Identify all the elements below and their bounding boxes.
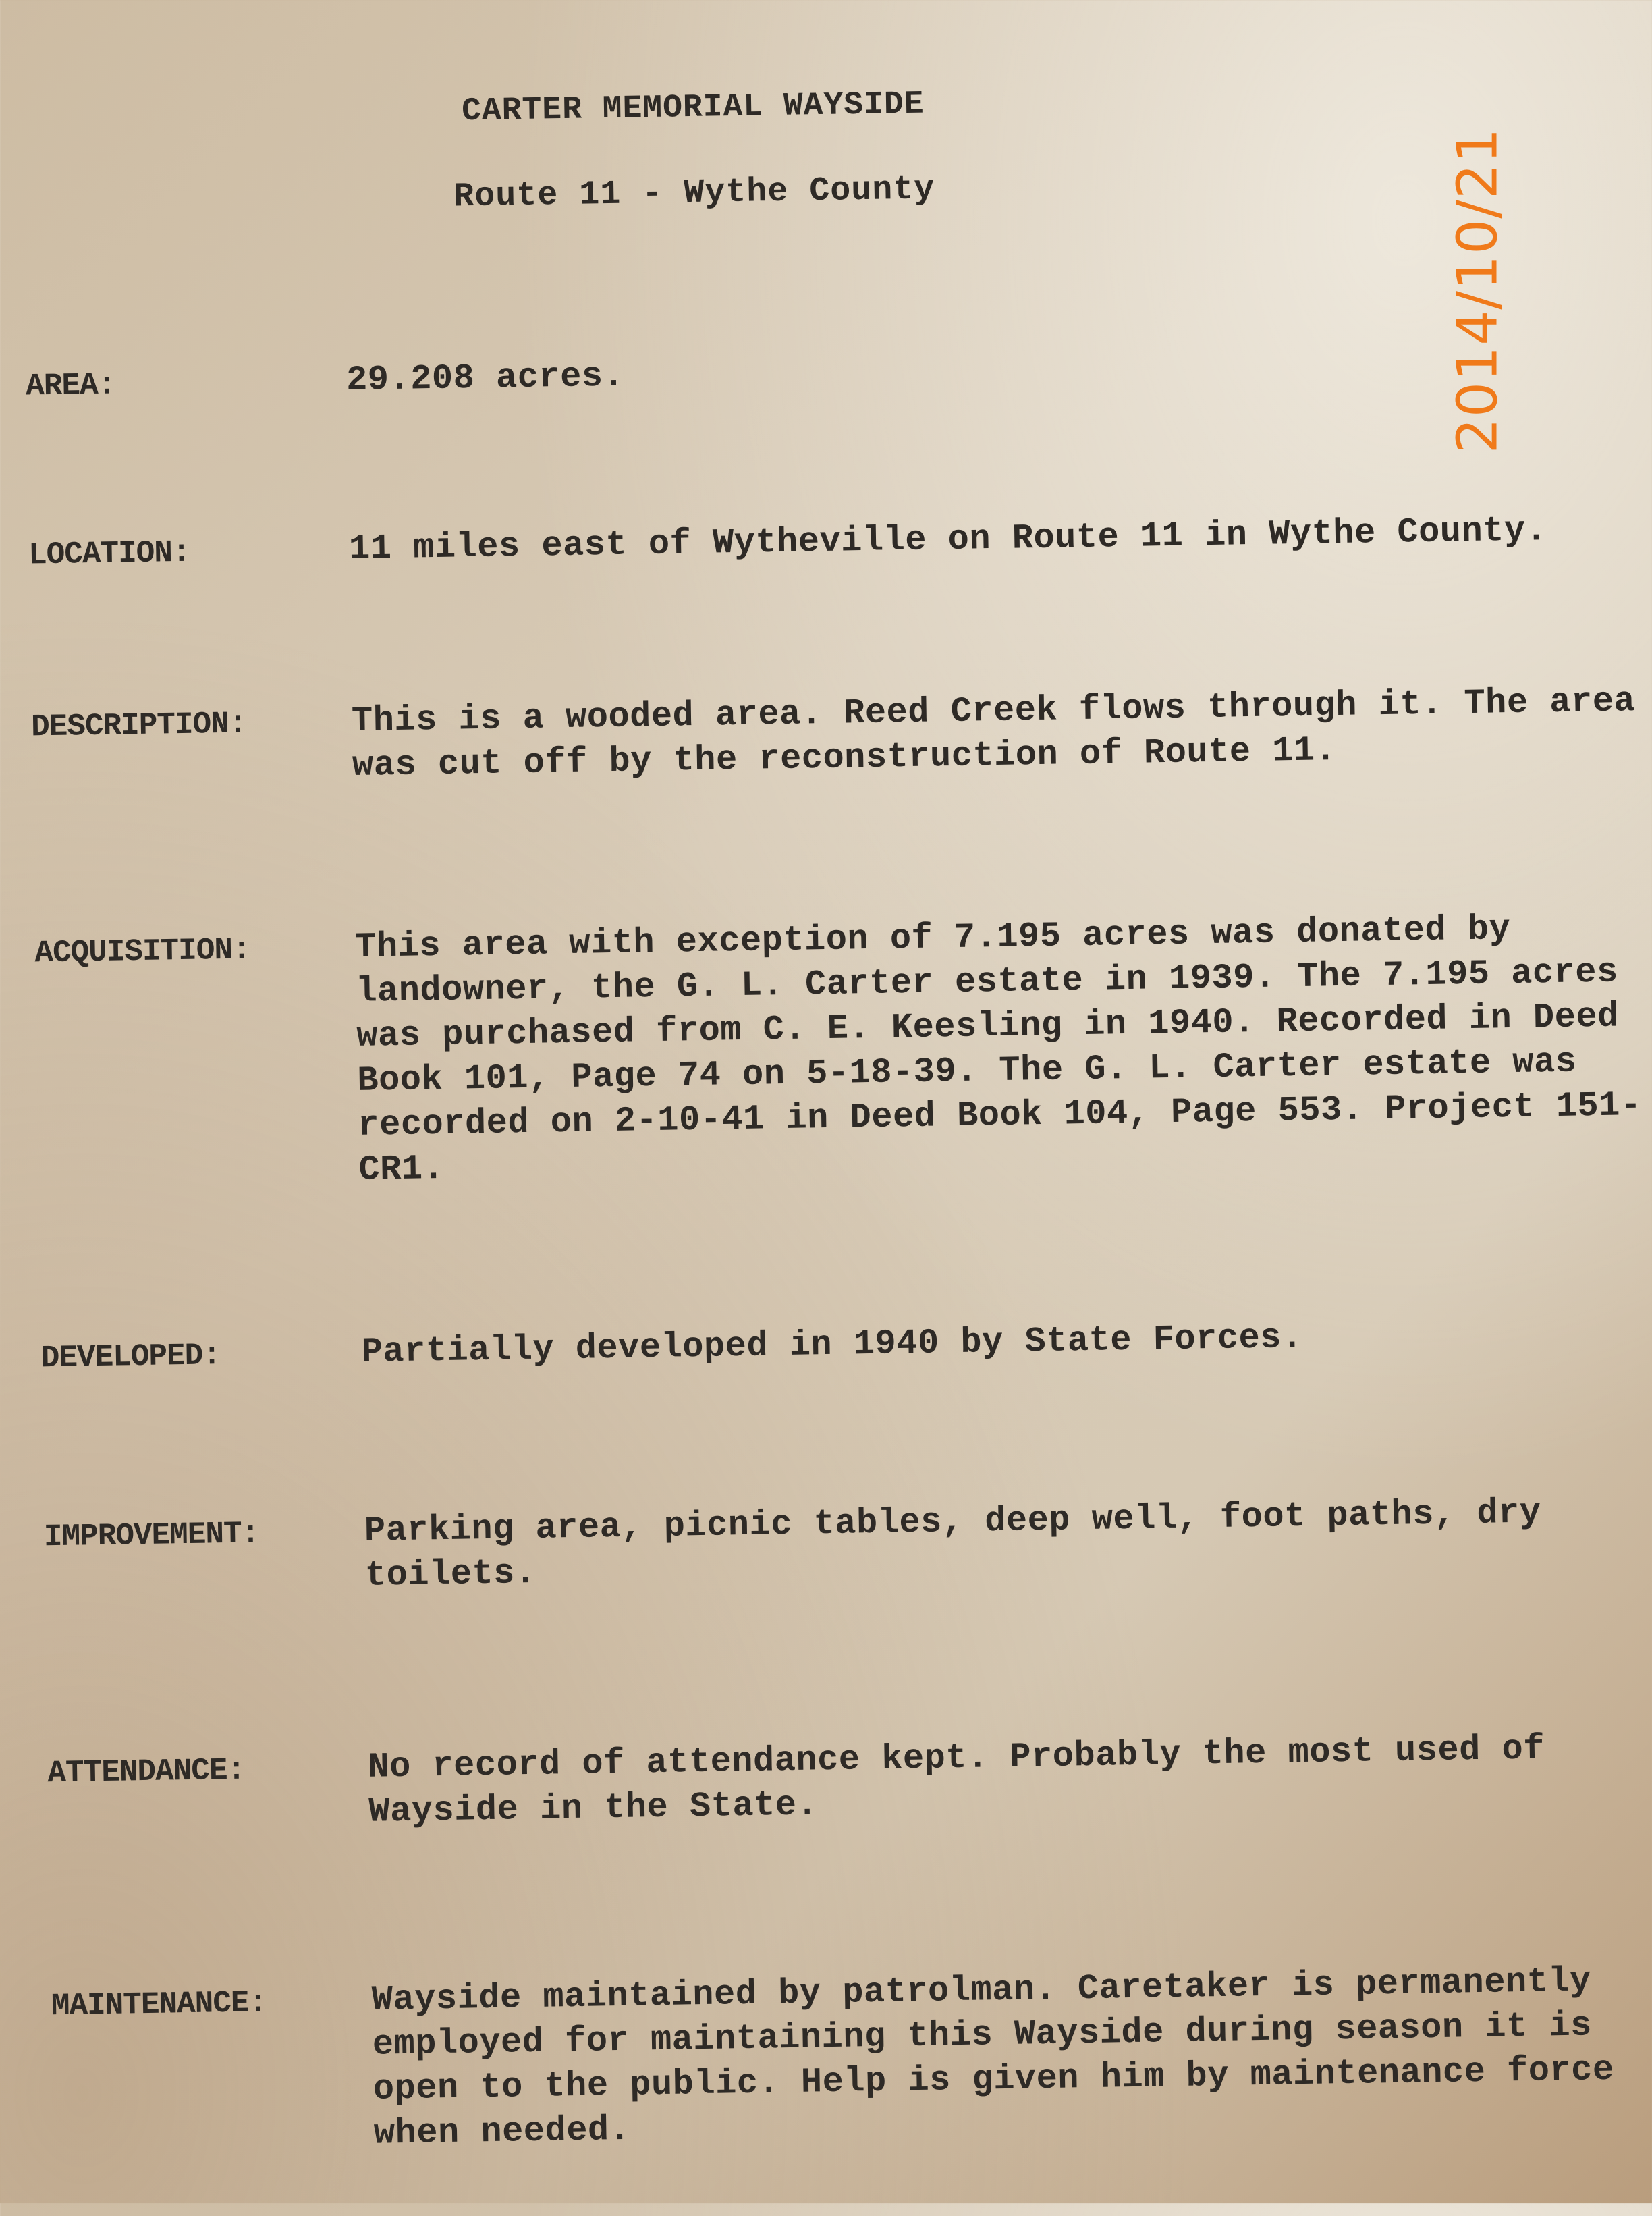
description-value: This is a wooded area. Reed Creek flows through it. The area was cut off by the reconstruction of Route 11.: [351, 681, 1636, 786]
location-value: 11 miles east of Wytheville on Route 11 in Wythe County.: [348, 510, 1547, 569]
entry-attendance: [47, 1725, 1652, 1832]
entry-location: [28, 507, 1634, 573]
acquisition-value: This area with exception of 7.195 acres was donated by landowner, the G. L. Carter estate in 1939. The 7.195 acres was purchased from C. E. Keesling in 1940. Recorded in Deed Book 101, Page 74 on 5-18-39. The G. L. Carter estate was recorded on 2-10-41 in Deed Book 104, Page 553. Project 151-CR1.: [354, 909, 1643, 1190]
maintenance-value: Wayside maintained by patrolman. Caretaker is permanently employed for maintaining this Wayside during season it is open to the public. Help is given him by maintenance force when needed.: [371, 1961, 1615, 2154]
entry-area: [25, 338, 1632, 404]
document-subtitle: Route 11 - Wythe County: [453, 170, 935, 217]
date-stamp: [1446, 127, 1510, 454]
area-label: AREA:: [25, 367, 116, 404]
attendance-value: No record of attendance kept. Probably the most used of Wayside in the State.: [367, 1729, 1545, 1832]
entry-maintenance: [51, 1958, 1652, 2154]
improvement-label: IMPROVEMENT:: [43, 1516, 260, 1555]
maintenance-label: MAINTENANCE:: [51, 1985, 267, 2024]
document-title: CARTER MEMORIAL WAYSIDE: [461, 86, 925, 130]
attendance-label: ATTENDANCE:: [47, 1752, 246, 1791]
entry-developed: [40, 1310, 1647, 1376]
date-stamp-text: 2014/10/21: [1446, 127, 1510, 454]
entry-description: [30, 679, 1637, 786]
description-label: DESCRIPTION:: [30, 706, 247, 745]
developed-label: DEVELOPED:: [40, 1338, 221, 1376]
developed-value: Partially developed in 1940 by State Forces.: [361, 1317, 1304, 1372]
entry-improvement: [43, 1489, 1649, 1596]
improvement-value: Parking area, picnic tables, deep well, foot paths, dry toilets.: [364, 1492, 1541, 1596]
area-value: 29.208 acres.: [346, 356, 625, 401]
location-label: LOCATION:: [28, 535, 190, 573]
entry-acquisition: [34, 905, 1643, 1190]
acquisition-label: ACQUISITION:: [34, 932, 251, 971]
